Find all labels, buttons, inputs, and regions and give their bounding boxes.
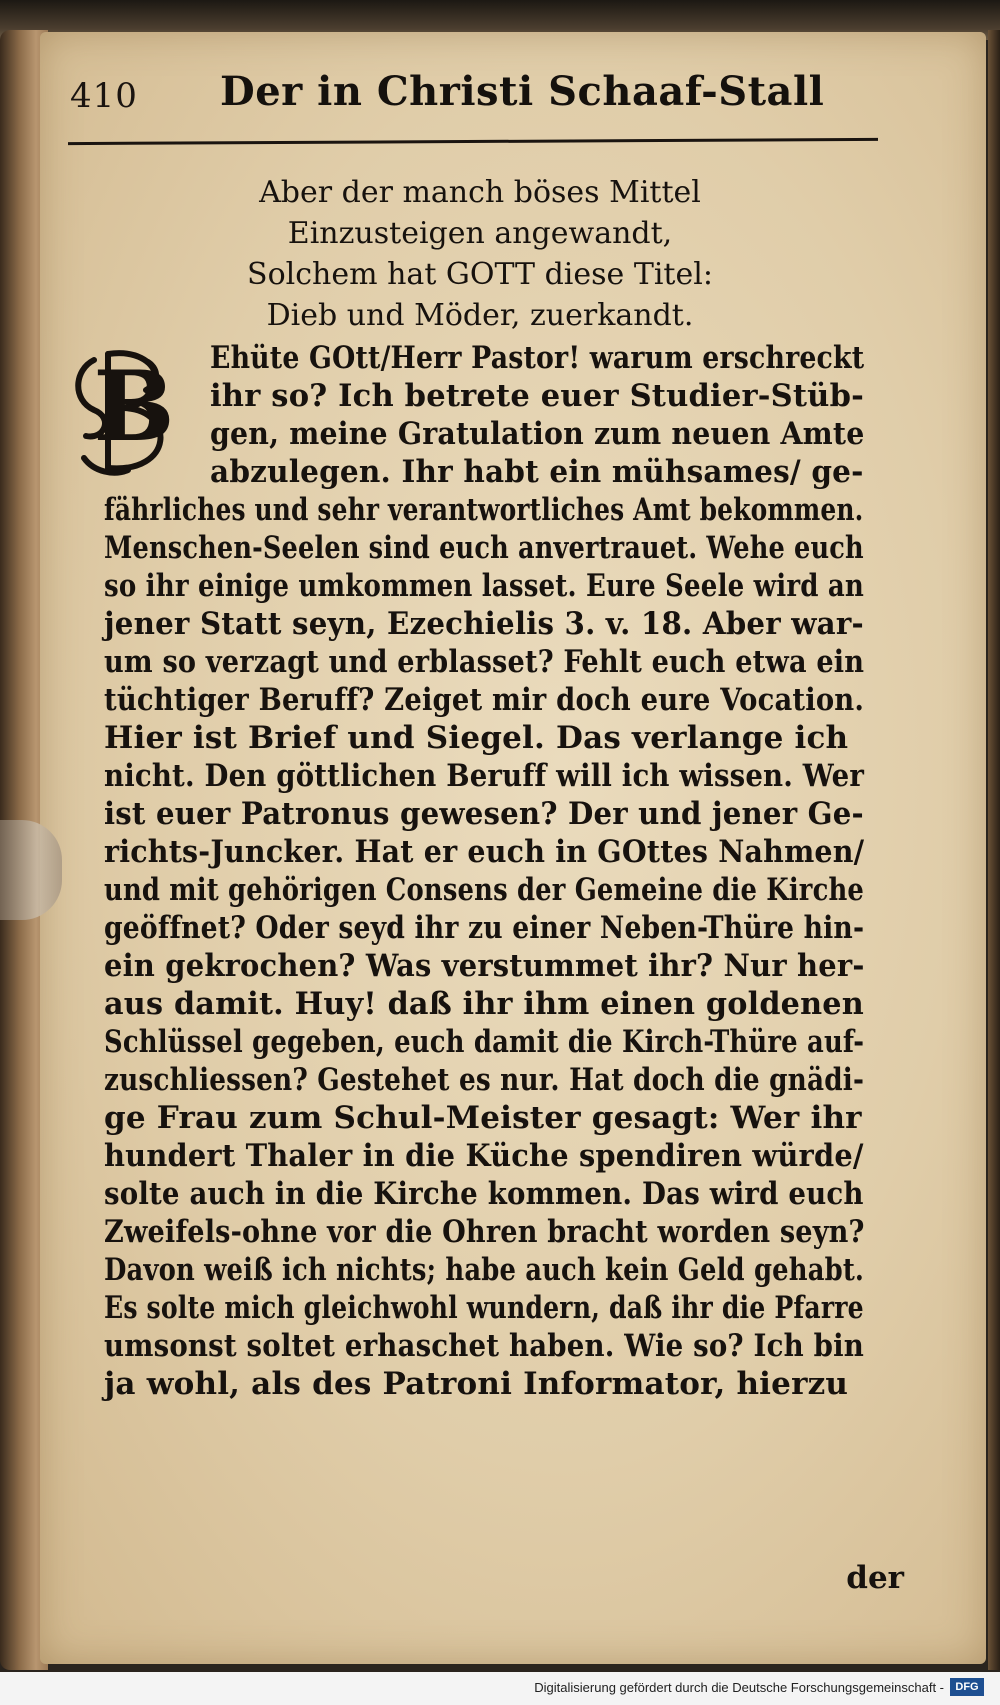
body-line: richts-Juncker. Hat er euch in GOttes Nahmen/ bbox=[104, 834, 865, 870]
decorated-initial bbox=[64, 340, 192, 482]
body-line: und mit gehörigen Consens der Gemeine die Kirche bbox=[104, 872, 865, 908]
body-line: aus damit. Huy! daß ihr ihm einen goldenen bbox=[104, 986, 864, 1022]
digitization-footer bbox=[0, 1672, 1000, 1705]
body-line: ge Frau zum Schul-Meister gesagt: Wer ihr bbox=[104, 1100, 862, 1136]
dfg-logo: DFG bbox=[950, 1678, 984, 1696]
body-line: ein gekrochen? Was verstummet ihr? Nur her- bbox=[104, 948, 865, 984]
body-line: ist euer Patronus gewesen? Der und jener Ge- bbox=[104, 796, 864, 832]
verse-line: Aber der manch böses Mittel bbox=[259, 175, 701, 210]
body-line: Es solte mich gleichwohl wundern, daß ihr die Pfarre bbox=[104, 1290, 864, 1326]
body-line: Menschen-Seelen sind euch anvertrauet. Wehe euch bbox=[104, 530, 864, 566]
body-line: so ihr einige umkommen lasset. Eure Seele wird an bbox=[104, 568, 865, 604]
body-line: Zweifels-ohne vor die Ohren bracht worden seyn? bbox=[104, 1214, 865, 1250]
verse-line: Dieb und Möder, zuerkandt. bbox=[266, 298, 694, 333]
body-line: geöffnet? Oder seyd ihr zu einer Neben-Thüre hin- bbox=[104, 910, 865, 946]
body-line: tüchtiger Beruff? Zeiget mir doch eure Vocation. bbox=[104, 682, 865, 718]
body-line: Davon weiß ich nichts; habe auch kein Geld gehabt. bbox=[104, 1252, 865, 1288]
body-line: jener Statt seyn, Ezechielis 3. v. 18. Aber war- bbox=[104, 606, 864, 642]
body-line: fährliches und sehr verantwortliches Amt bekommen. bbox=[104, 492, 864, 528]
body-line: abzulegen. Ihr habt ein mühsames/ ge- bbox=[210, 454, 864, 490]
page-stack-edge bbox=[988, 30, 1000, 1670]
verse-line: Einzusteigen angewandt, bbox=[287, 216, 673, 251]
running-head: Der in Christi Schaaf-Stall bbox=[220, 68, 825, 115]
catchword: der bbox=[846, 1560, 904, 1596]
initial-letter: B bbox=[93, 350, 175, 463]
body-line: gen, meine Gratulation zum neuen Amte bbox=[210, 416, 865, 452]
page-header bbox=[70, 62, 880, 122]
footer-credit: Digitalisierung gefördert durch die Deutsche Forschungsgemeinschaft - bbox=[534, 1680, 944, 1695]
body-line: solte auch in die Kirche kommen. Das wird euch bbox=[104, 1176, 864, 1212]
body-line: um so verzagt und erblasset? Fehlt euch etwa ein bbox=[104, 644, 865, 680]
body-line: ihr so? Ich betrete euer Studier-Stüb- bbox=[210, 378, 865, 414]
body-line: Ehüte GOtt/Herr Pastor! warum erschreckt bbox=[210, 340, 865, 376]
body-line: Hier ist Brief und Siegel. Das verlange ich bbox=[104, 720, 849, 756]
body-line: Schlüssel gegeben, euch damit die Kirch-Thüre auf- bbox=[104, 1024, 865, 1060]
body-line: umsonst soltet erhaschet haben. Wie so? Ich bin bbox=[104, 1328, 864, 1364]
body-line: hundert Thaler in die Küche spendiren würde/ bbox=[104, 1138, 864, 1174]
verse-line: Solchem hat GOTT diese Titel: bbox=[247, 257, 713, 292]
page-clip-shadow bbox=[0, 820, 62, 920]
body-line: ja wohl, als des Patroni Informator, hierzu bbox=[104, 1366, 849, 1402]
verse-block bbox=[200, 172, 760, 336]
body-line: nicht. Den göttlichen Beruff will ich wissen. Wer bbox=[104, 758, 865, 794]
body-line: zuschliessen? Gestehet es nur. Hat doch die gnädi- bbox=[104, 1062, 865, 1098]
page-number: 410 bbox=[70, 76, 138, 116]
